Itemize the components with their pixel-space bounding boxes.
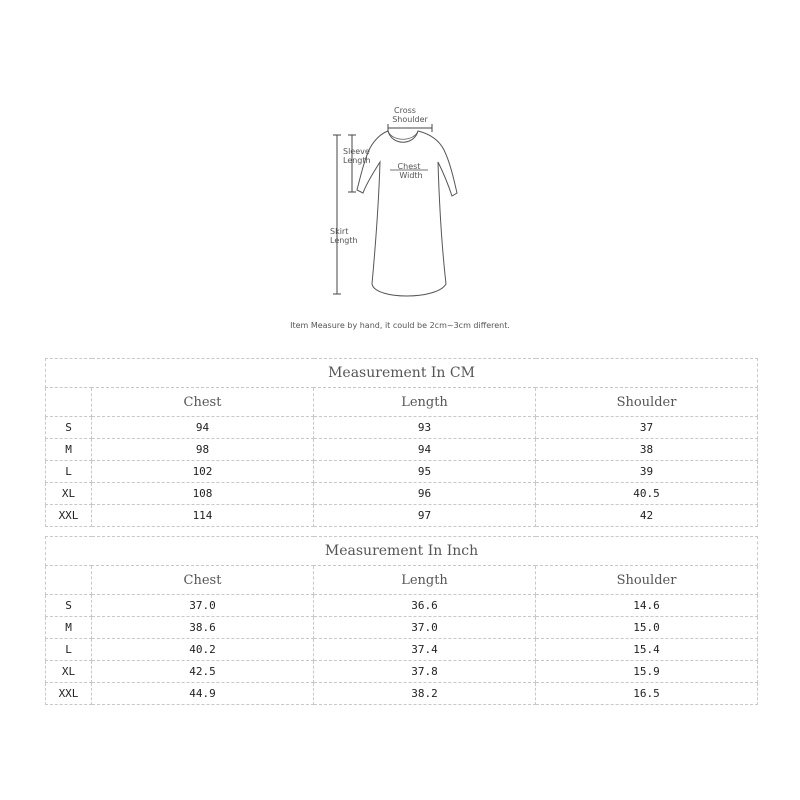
table-row	[46, 661, 758, 683]
dress-measurement-diagram	[300, 100, 500, 310]
chest-value: 94	[92, 417, 314, 439]
size-label: XL	[46, 661, 92, 683]
shoulder-value: 16.5	[536, 683, 758, 705]
shoulder-value: 38	[536, 439, 758, 461]
table-row	[46, 439, 758, 461]
chest-value: 38.6	[92, 617, 314, 639]
shoulder-value: 39	[536, 461, 758, 483]
header-corner	[46, 388, 92, 417]
skirt-length-label-1: Skirt	[330, 227, 349, 236]
table-row	[46, 417, 758, 439]
header-chest: Chest	[92, 566, 314, 595]
table-title-inch: Measurement In Inch	[46, 537, 758, 566]
shoulder-value: 15.0	[536, 617, 758, 639]
length-value: 37.4	[314, 639, 536, 661]
sleeve-length-label-1: Sleeve	[343, 147, 370, 156]
length-value: 96	[314, 483, 536, 505]
chest-value: 108	[92, 483, 314, 505]
chest-width-label-2: Width	[399, 171, 423, 180]
chest-value: 42.5	[92, 661, 314, 683]
shoulder-value: 40.5	[536, 483, 758, 505]
length-value: 38.2	[314, 683, 536, 705]
table-row	[46, 683, 758, 705]
length-value: 36.6	[314, 595, 536, 617]
size-table-inch	[45, 536, 758, 705]
dress-outline-svg	[300, 100, 500, 310]
table-row	[46, 461, 758, 483]
table-row	[46, 505, 758, 527]
shoulder-value: 42	[536, 505, 758, 527]
header-corner	[46, 566, 92, 595]
shoulder-value: 15.9	[536, 661, 758, 683]
table-row	[46, 595, 758, 617]
chest-value: 114	[92, 505, 314, 527]
chest-value: 37.0	[92, 595, 314, 617]
header-shoulder: Shoulder	[536, 566, 758, 595]
size-label: S	[46, 417, 92, 439]
header-chest: Chest	[92, 388, 314, 417]
chest-value: 102	[92, 461, 314, 483]
size-label: L	[46, 461, 92, 483]
table-title-cm: Measurement In CM	[46, 359, 758, 388]
length-value: 95	[314, 461, 536, 483]
shoulder-value: 37	[536, 417, 758, 439]
size-table-cm	[45, 358, 758, 527]
size-label: S	[46, 595, 92, 617]
header-length: Length	[314, 566, 536, 595]
header-length: Length	[314, 388, 536, 417]
chest-value: 44.9	[92, 683, 314, 705]
shoulder-value: 15.4	[536, 639, 758, 661]
length-value: 37.8	[314, 661, 536, 683]
cross-shoulder-label-2: Shoulder	[392, 115, 428, 124]
chest-width-label-1: Chest	[397, 162, 421, 171]
dress-outline	[357, 131, 457, 296]
size-label: M	[46, 617, 92, 639]
table-row	[46, 639, 758, 661]
chest-value: 40.2	[92, 639, 314, 661]
table-row	[46, 483, 758, 505]
length-value: 93	[314, 417, 536, 439]
chest-value: 98	[92, 439, 314, 461]
length-value: 97	[314, 505, 536, 527]
size-label: XXL	[46, 683, 92, 705]
measure-note: Item Measure by hand, it could be 2cm~3cm different.	[290, 321, 510, 330]
shoulder-value: 14.6	[536, 595, 758, 617]
size-label: XXL	[46, 505, 92, 527]
header-shoulder: Shoulder	[536, 388, 758, 417]
size-label: L	[46, 639, 92, 661]
size-label: XL	[46, 483, 92, 505]
length-value: 94	[314, 439, 536, 461]
skirt-length-label-2: Length	[330, 236, 358, 245]
size-label: M	[46, 439, 92, 461]
sleeve-length-label-2: Length	[343, 156, 371, 165]
length-value: 37.0	[314, 617, 536, 639]
cross-shoulder-label-1: Cross	[394, 106, 416, 115]
table-row	[46, 617, 758, 639]
